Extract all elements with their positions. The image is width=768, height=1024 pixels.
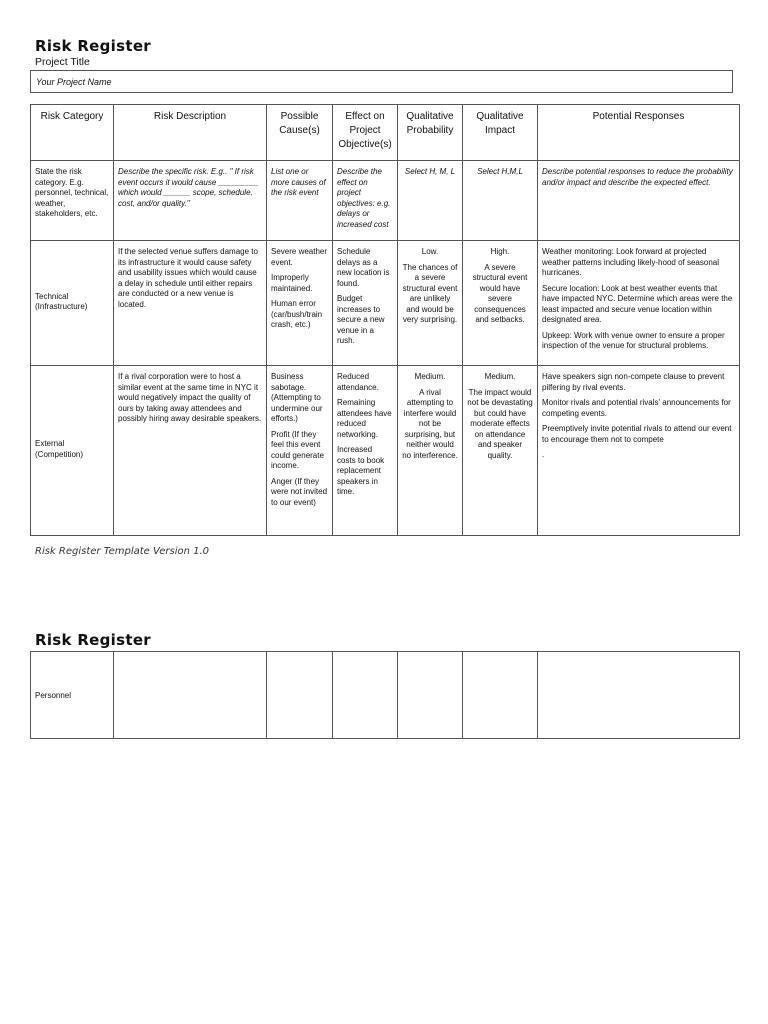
column-header: Risk Description — [114, 105, 267, 161]
column-header: Qualitative Probability — [398, 105, 463, 161]
cell-paragraph: Anger (If they were not invited to our event) — [271, 476, 328, 507]
cell-paragraph: Select H,M,L — [477, 167, 523, 176]
empty-cell[interactable] — [398, 652, 463, 739]
cell-paragraph: Secure location: Look at best weather events that have impacted NYC. Determine which areas were the least impacted and secure venue location within designated area. — [542, 283, 733, 324]
cell-paragraph: Technical (Infrastructure) — [35, 291, 88, 311]
cell-paragraph: Upkeep: Work with venue owner to ensure a proper inspection of the venue for structural problems. — [542, 330, 725, 350]
category-cell — [31, 241, 114, 366]
cell-paragraph: State the risk category. E.g. personnel, technical, weather, stakeholders, etc. — [35, 167, 109, 218]
table-row — [31, 652, 740, 739]
cell-paragraph: Select H, M, L — [404, 167, 456, 176]
cell-paragraph: Medium. — [484, 372, 516, 381]
effects-cell — [333, 161, 398, 241]
cell-paragraph: Severe weather event. — [271, 247, 328, 267]
empty-cell[interactable] — [538, 652, 740, 739]
project-name-field[interactable]: Your Project Name — [30, 70, 733, 93]
probability-cell — [398, 366, 463, 536]
impact-cell — [463, 366, 538, 536]
cell-paragraph: The impact would not be devastating but could have moderate effects on attendance and speaker quality. — [467, 387, 533, 460]
cell-paragraph: A rival attempting to interfere would not be surprising, but neither would no interference. — [402, 387, 458, 460]
cell-paragraph: Describe potential responses to reduce the probability and/or impact and describe the expected effect. — [542, 167, 733, 187]
cell-paragraph: Have speakers sign non-compete clause to prevent pilfering by rival events. — [542, 372, 725, 392]
cell-paragraph: Budget increases to secure a new venue in a rush. — [337, 294, 385, 345]
cell-paragraph: Reduced attendance. — [337, 372, 379, 392]
cell-paragraph: Increased costs to book replacement speakers in time. — [337, 445, 385, 496]
probability-cell — [398, 241, 463, 366]
column-header: Effect on Project Objective(s) — [333, 105, 398, 161]
category-cell — [31, 161, 114, 241]
causes-cell — [267, 366, 333, 536]
cell-paragraph: Describe the effect on project objectives: e.g. delays or increased cost — [337, 167, 391, 229]
cell-paragraph: A severe structural event would have severe consequences and setbacks. — [472, 262, 528, 324]
column-header: Qualitative Impact — [463, 105, 538, 161]
cell-paragraph: Weather monitoring: Look forward at projected weather patterns including likely-hood of seasonal hurricanes. — [542, 247, 719, 277]
table-row — [31, 241, 740, 366]
description-cell — [114, 241, 267, 366]
empty-cell[interactable] — [463, 652, 538, 739]
blank-register-table — [30, 651, 740, 739]
table-row — [31, 366, 740, 536]
category-cell — [31, 366, 114, 536]
responses-cell — [538, 241, 740, 366]
cell-paragraph: Remaining attendees have reduced networking. — [337, 398, 392, 439]
second-register-title: Risk Register — [35, 631, 151, 649]
project-title-label: Project Title — [35, 56, 90, 68]
cell-paragraph: High. — [490, 247, 510, 256]
column-header: Potential Responses — [538, 105, 740, 161]
causes-cell — [267, 241, 333, 366]
table-header-row — [31, 105, 740, 161]
cell-paragraph: Improperly maintained. — [271, 273, 313, 293]
cell-paragraph: Preemptively invite potential rivals to attend our event to encourage them not to compete — [542, 424, 732, 444]
impact-cell — [463, 241, 538, 366]
cell-paragraph: Business sabotage. (Attempting to undermine our efforts.) — [271, 372, 323, 423]
cell-paragraph: Monitor rivals and potential rivals' announcements for competing events. — [542, 398, 731, 418]
table-row — [31, 161, 740, 241]
cell-paragraph: The chances of a severe structural event are unlikely and would be very surprising. — [402, 262, 458, 324]
empty-cell[interactable] — [114, 652, 267, 739]
responses-cell — [538, 366, 740, 536]
impact-cell — [463, 161, 538, 241]
cell-paragraph: Profit (If they feel this event could generate income. — [271, 429, 324, 470]
column-header: Possible Cause(s) — [267, 105, 333, 161]
cell-paragraph: If the selected venue suffers damage to its infrastructure it would cause safety and usability issues which would cause a delay in schedule until either repairs are conducted or a new venue is located. — [118, 247, 258, 309]
risk-register-table — [30, 104, 740, 536]
empty-cell[interactable] — [333, 652, 398, 739]
cell-paragraph: Low. — [421, 247, 439, 256]
column-header: Risk Category — [31, 105, 114, 161]
category-cell: Personnel — [31, 652, 114, 739]
cell-paragraph: Schedule delays as a new location is found. — [337, 247, 390, 288]
cell-paragraph: Describe the specific risk. E.g.. " If risk event occurs it would cause _________ which would ______ scope, schedule, cost, and/or quality." — [118, 167, 259, 208]
empty-cell[interactable] — [267, 652, 333, 739]
description-cell — [114, 366, 267, 536]
cell-paragraph: Medium. — [414, 372, 446, 381]
effects-cell — [333, 241, 398, 366]
cell-paragraph: External (Competition) — [35, 439, 84, 459]
probability-cell — [398, 161, 463, 241]
template-version: Risk Register Template Version 1.0 — [35, 546, 210, 557]
responses-cell — [538, 161, 740, 241]
cell-paragraph: List one or more causes of the risk event — [271, 167, 326, 197]
causes-cell — [267, 161, 333, 241]
cell-paragraph: If a rival corporation were to host a similar event at the same time in NYC it would negatively impact the quality of ours by taking away attendees and possibly hiring away desirable speakers. — [118, 372, 262, 423]
description-cell — [114, 161, 267, 241]
page-title: Risk Register — [35, 37, 151, 55]
cell-paragraph: Human error (car/bush/train crash, etc.) — [271, 299, 323, 329]
cell-paragraph: . — [542, 450, 545, 459]
effects-cell — [333, 366, 398, 536]
